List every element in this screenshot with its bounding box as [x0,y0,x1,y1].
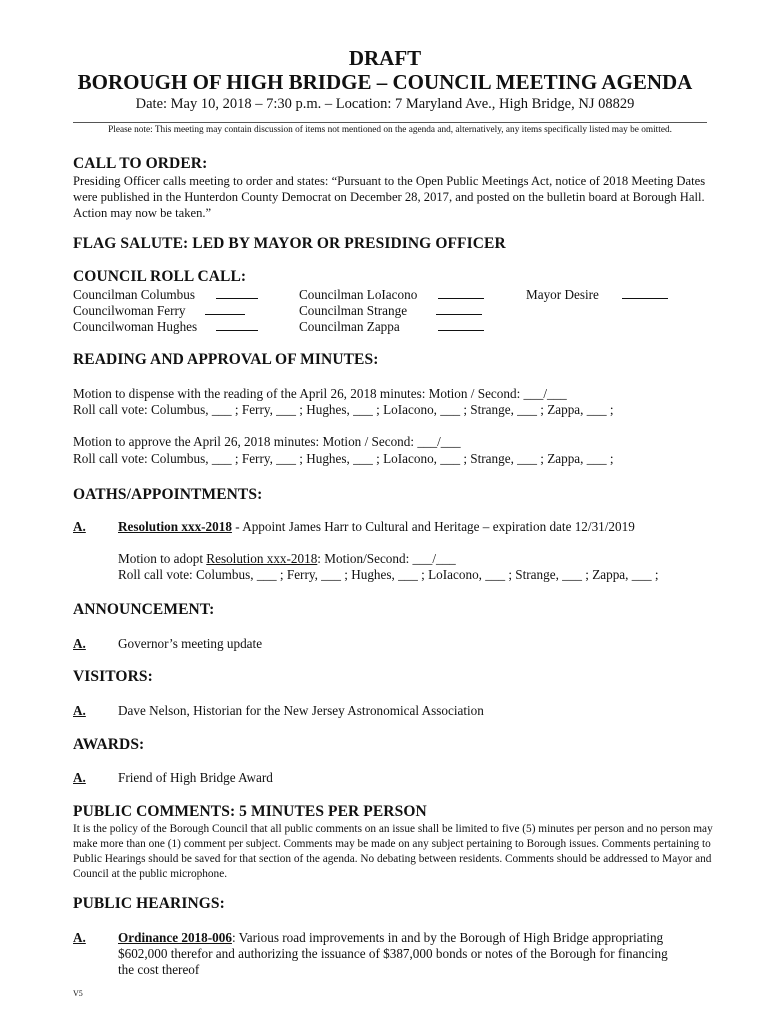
public-hearings-item-line3: the cost thereof [118,962,200,977]
roll-call-member: Councilman Strange [299,303,408,318]
minutes-roll-call-dispense: Roll call vote: Columbus, ___ ; Ferry, ___ ; Hughes, ___ ; LoIacono, ___ ; Strange, ___ ; Zappa, ___ ; [73,402,614,417]
public-hearings-heading: PUBLIC HEARINGS: [73,895,225,912]
roll-call-member: Councilwoman Ferry [73,303,186,318]
roll-call-heading: COUNCIL ROLL CALL: [73,268,247,285]
public-comments-heading: PUBLIC COMMENTS: 5 MINUTES PER PERSON [73,803,427,820]
public-hearings-item: Ordinance 2018-006: Various road improvements in and by the Borough of High Bridge appropriating [118,930,664,945]
roll-call-blank [622,286,668,299]
oaths-roll-call: Roll call vote: Columbus, ___ ; Ferry, ___ ; Hughes, ___ ; LoIacono, ___ ; Strange, ___ ; Zappa, ___ ; [118,567,659,582]
public-hearings-item-line2: $602,000 therefor and authorizing the issuance of $387,000 bonds or notes of the Borough for financing [118,946,668,961]
call-to-order-heading: CALL TO ORDER: [73,155,208,172]
roll-call-blank [438,286,484,299]
item-letter: A. [73,519,86,534]
oaths-item: Resolution xxx-2018 - Appoint James Harr to Cultural and Heritage – expiration date 12/31/2019 [118,519,635,534]
roll-call-member: Councilman Zappa [299,319,400,334]
roll-call-blank [436,302,482,315]
announcement-heading: ANNOUNCEMENT: [73,601,215,618]
ordinance-ref: Ordinance 2018-006 [118,930,232,945]
roll-call-member: Councilman LoIacono [299,287,418,302]
minutes-motion-approve: Motion to approve the April 26, 2018 minutes: Motion / Second: ___/___ [73,434,461,449]
roll-call-blank [205,302,245,315]
meeting-dateline: Date: May 10, 2018 – 7:30 p.m. – Location: 7 Maryland Ave., High Bridge, NJ 08829 [135,96,635,112]
public-comments-text: It is the policy of the Borough Council that all public comments on an issue shall be limited to five (5) minutes per person and no person may make more than one (1) comment per subject. Comments may be made on any subject pertaining to Borough issues. Comments pertaining to Public Hearings should be saved for that section of the agenda. No debating between residents. Comments should be addressed to Mayor and Council at the public microphone. [73,823,713,880]
minutes-roll-call-approve: Roll call vote: Columbus, ___ ; Ferry, ___ ; Hughes, ___ ; LoIacono, ___ ; Strange, ___ ; Zappa, ___ ; [73,451,614,466]
minutes-motion-dispense: Motion to dispense with the reading of the April 26, 2018 minutes: Motion / Second: ___/___ [73,386,567,401]
roll-call-member: Councilwoman Hughes [73,319,198,334]
oaths-heading: OATHS/APPOINTMENTS: [73,486,263,503]
minutes-heading: READING AND APPROVAL OF MINUTES: [73,351,379,368]
roll-call-blank [216,318,258,331]
header-divider [73,122,707,123]
awards-heading: AWARDS: [73,736,145,753]
page-title: BOROUGH OF HIGH BRIDGE – COUNCIL MEETING AGENDA [77,70,693,94]
flag-salute-heading: FLAG SALUTE: LED BY MAYOR OR PRESIDING OFFICER [73,235,506,252]
resolution-ref: Resolution xxx-2018 [118,519,232,534]
agenda-note: Please note: This meeting may contain discussion of items not mentioned on the agenda and, alternatively, any items specifically listed may be omitted. [108,125,672,135]
resolution-link: Resolution xxx-2018 [206,551,318,566]
awards-item: Friend of High Bridge Award [118,770,273,785]
visitors-item: Dave Nelson, Historian for the New Jersey Astronomical Association [118,703,484,718]
roll-call-blank [438,318,484,331]
roll-call-member: Mayor Desire [526,287,599,302]
item-letter: A. [73,636,86,651]
call-to-order-text: Presiding Officer calls meeting to order and states: “Pursuant to the Open Public Meetings Act, notice of 2018 Meeting Dates were published in the Hunterdon County Democrat on December 28, 2017, and posted on the bulletin board at Borough Hall. Action may now be taken.” [73,174,706,220]
roll-call-blank [216,286,258,299]
version-label: V5 [73,989,83,998]
visitors-heading: VISITORS: [73,668,153,685]
item-letter: A. [73,770,86,785]
roll-call-member: Councilman Columbus [73,287,195,302]
draft-label: DRAFT [348,46,422,70]
item-letter: A. [73,930,86,945]
item-letter: A. [73,703,86,718]
oaths-motion: Motion to adopt Resolution xxx-2018: Motion/Second: ___/___ [118,551,456,566]
announcement-item: Governor’s meeting update [118,636,263,651]
